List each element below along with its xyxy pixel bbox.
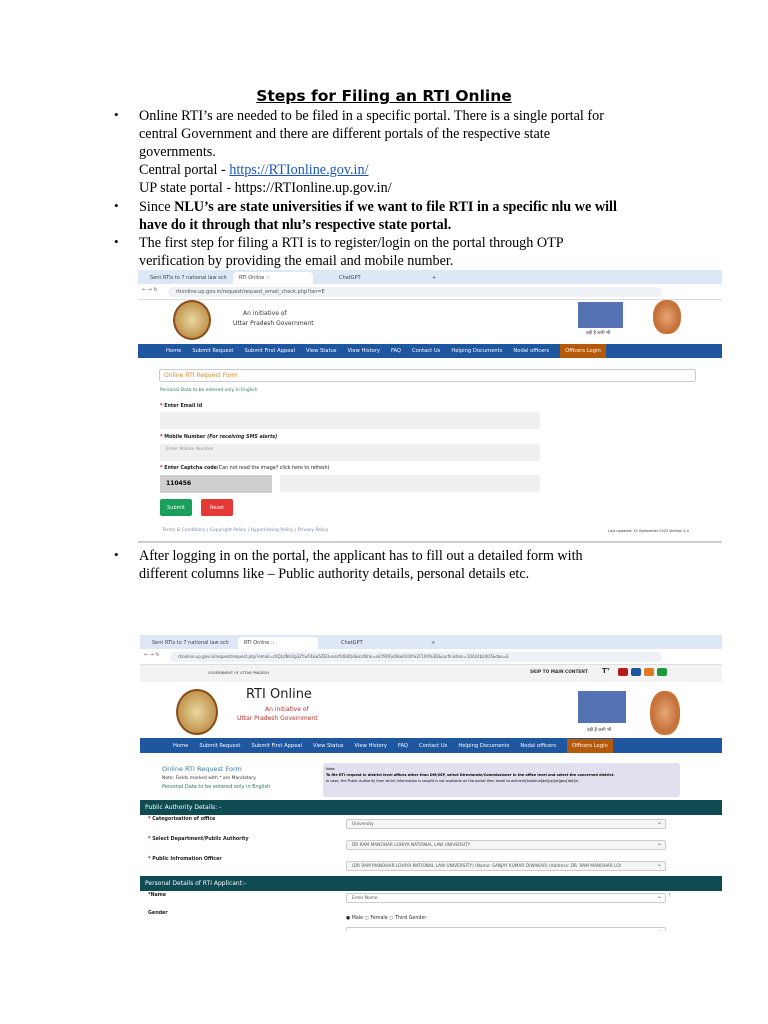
nav-first-appeal[interactable]: Submit First Appeal — [251, 742, 303, 749]
hindi-tagline: वही है कमी भी — [587, 728, 612, 733]
nav-arrows-icon[interactable]: ← → ↻ — [142, 287, 158, 293]
bold-text: NLU’s are state universities if we want to file RTI in a specific nlu we will — [174, 199, 617, 215]
note-line: To file RTI request in district level offices other than DM/SSP, select Directorate/Commissioner in the office level and select the concerned district. — [326, 773, 615, 777]
central-label: Central portal - — [139, 162, 230, 178]
nav-view-history[interactable]: View History — [354, 742, 387, 749]
form-title: Online RTI Request Form — [162, 765, 242, 773]
nav-view-status[interactable]: View Status — [313, 742, 344, 749]
nav-submit-request[interactable]: Submit Request — [199, 742, 241, 749]
gender-radio-group — [346, 916, 426, 921]
department-select[interactable]: DR RAM MANOHAR LOHIYA NATIONAL LAW UNIVERSITY ⌄ — [346, 840, 666, 850]
captcha-input[interactable] — [280, 475, 540, 492]
nav-officers-login[interactable]: Officers Login — [560, 344, 606, 358]
footer-links[interactable]: Terms & Conditions | Copyright Policy | Hyperlinking Policy | Privacy Policy — [162, 528, 329, 533]
cm-photo — [650, 691, 680, 735]
site-subtitle-2: Uttar Pradesh Government — [233, 320, 314, 327]
nav-faq[interactable]: FAQ — [397, 742, 408, 749]
tab[interactable]: ChatGPT — [341, 640, 363, 646]
radio-third-gender[interactable]: ○ Third Gender — [389, 916, 427, 921]
url-input[interactable]: rtionline.up.gov.in/request/request.php?email=cXQLUNU2g3ZYwT4kw5ZEOunssfU0i8Qd&lcofkhk=eiCf9OFyOKw6100%2F1X0%3D&surfinishon=10024b2d07&dao=E — [170, 652, 662, 662]
browser-tab-bar — [138, 270, 722, 284]
captcha-label: Enter Captcha code — [164, 466, 217, 471]
nav-home[interactable]: Home — [166, 348, 182, 354]
nav-view-history[interactable]: View History — [347, 348, 380, 354]
address-bar — [138, 284, 722, 300]
text-line: governments. — [139, 144, 216, 160]
nav-faq[interactable]: FAQ — [390, 348, 401, 354]
text-size-icon[interactable]: Tᵀ — [602, 667, 610, 675]
bullet-icon: • — [114, 198, 119, 213]
mobile-hint: (For receiving SMS alerts) — [207, 435, 278, 440]
rti-form-screenshot: Sent RTIs to 7 national law sch RTI Online :: ChatGPT + ← → ↻ rtionline.up.gov.in/request/request.php?email=cXQLUNU2g3ZYwT4kw5ZEOunssfU0i8Qd&lcofkhk=eiCf9OFyOKw6100%2F1X0%3D&surfinishon=10024b2d07&dao=E GOVERNMENT OF UTTAR PRADESH SKIP TO MAIN CONTENT Tᵀ RTI Online An initiative of Uttar Pradesh Government वही है कमी भी Home Submit Request Submit First Appeal View Status View History FAQ Contact Us Helping Documents Nodal officers Officers Login Online RTI Request Form Note: Fields marked with * are Mandatory. Personal Data to be entered only in English Note: To file RTI request in district level offices other than DM/SSP, select Directorate/Commissioner in the office level and select the concerned district. In case, the Public Authority from which information is sought is not available on the portal then email to onlinerti[helpline]dot]up[at]gov[dot]in . Public Authority Details: - * Categorisation of office University ⌄ * Select Department/Public Authority DR RAM MANOHAR LOHIYA NATIONAL LAW UNIVERSITY ⌄ * Public Infromation Officer (DR RAM MANOHAR LOHIYA NATIONAL LAW UNIVERSITY) (Name: SANJAY KUMAR DIWAKAR) (Address: DR. RAM MANOHAR LOI ⌄ Personal Details of RTI Applicant:- *Name Enter Name ⌄ ? Gender ● Male ○ Female ○ Third Gender ⌄ — [140, 635, 722, 931]
theme-color-button[interactable] — [618, 668, 628, 676]
department-label: Select Department/Public Authority — [152, 837, 249, 842]
section-public-authority: Public Authority Details: - — [140, 800, 722, 815]
text-line: verification by providing the email and mobile number. — [139, 253, 454, 269]
mobile-input[interactable]: Enter Mobile Number — [160, 444, 540, 461]
hindi-tagline: वही है कमी भी — [586, 331, 611, 336]
up-emblem-logo — [173, 300, 211, 340]
nav-home[interactable]: Home — [173, 742, 189, 749]
radio-female[interactable]: ○ Female — [364, 916, 388, 921]
nav-submit-request[interactable]: Submit Request — [192, 348, 234, 354]
nav-first-appeal[interactable]: Submit First Appeal — [244, 348, 296, 354]
new-tab-button[interactable]: + — [432, 275, 437, 281]
text-line: central Government and there are different portals of the respective state — [139, 126, 550, 142]
tab[interactable]: Sent RTIs to 7 national law sch — [152, 640, 229, 646]
reset-button[interactable]: Reset — [201, 499, 233, 516]
tab-active[interactable]: RTI Online :: — [233, 272, 313, 284]
url-input[interactable]: rtionline.up.gov.in/request/request_email_check.php?lan=E — [168, 287, 662, 297]
radio-male[interactable]: ● Male — [346, 916, 364, 921]
english-note: Personal Data to be entered only in English — [162, 784, 271, 790]
skip-link[interactable]: SKIP TO MAIN CONTENT — [530, 670, 588, 675]
name-label: *Name — [148, 893, 167, 898]
nav-nodal[interactable]: Nodal officers — [513, 348, 550, 354]
email-label: Enter Email Id — [164, 404, 203, 409]
text-line: The first step for filing a RTI is to register/login on the portal through OTP — [139, 235, 564, 251]
name-input[interactable]: Enter Name ⌄ — [346, 893, 666, 903]
text-line: different columns like – Public authority details, personal details etc. — [139, 566, 530, 582]
section-personal-details: Personal Details of RTI Applicant:- — [140, 876, 722, 891]
note-box — [323, 763, 680, 797]
note-heading: Note: — [326, 767, 336, 771]
page-title: Steps for Filing an RTI Online — [256, 87, 512, 105]
pio-select[interactable]: (DR RAM MANOHAR LOHIYA NATIONAL LAW UNIVERSITY) (Name: SANJAY KUMAR DIWAKAR) (Address: DR. RAM MANOHAR LOI ⌄ — [346, 861, 666, 871]
text-line: After logging in on the portal, the applicant has to fill out a detailed form with — [139, 548, 583, 564]
category-select[interactable]: University ⌄ — [346, 819, 666, 829]
bullet-icon: • — [114, 107, 119, 122]
cm-photo — [653, 300, 681, 334]
theme-color-button[interactable] — [644, 668, 654, 676]
help-icon[interactable]: ? — [668, 893, 671, 899]
up-emblem-logo — [176, 689, 218, 735]
captcha-refresh-link[interactable]: (Can not read the image? click here to refresh) — [216, 466, 330, 471]
nav-helping-docs[interactable]: Helping Documents — [451, 348, 503, 354]
central-portal-link[interactable]: https://RTIonline.gov.in/ — [229, 162, 369, 178]
divider — [138, 541, 722, 543]
bullet-icon: • — [114, 234, 119, 249]
rti-logo — [578, 691, 626, 723]
nav-view-status[interactable]: View Status — [306, 348, 337, 354]
site-subtitle: An initiative of — [243, 310, 287, 317]
site-subtitle-2: Uttar Pradesh Government — [237, 715, 318, 722]
captcha-image: 110456 — [160, 475, 272, 493]
nav-nodal[interactable]: Nodal officers — [520, 742, 557, 749]
mandatory-note: Note: Fields marked with * are Mandatory. — [162, 776, 257, 781]
note-line: In case, the Public Authority from which information is sought is not available on the portal then email to onlinerti[helpline]dot]up[at]gov[dot]in . — [326, 779, 581, 783]
next-input[interactable] — [346, 927, 666, 931]
main-nav — [138, 344, 722, 358]
tab-active[interactable]: RTI Online :: — [238, 637, 318, 649]
text: Since — [139, 199, 175, 215]
theme-color-button[interactable] — [631, 668, 641, 676]
bullet-icon: • — [114, 547, 119, 562]
submit-button[interactable]: Submit — [160, 499, 192, 516]
up-portal-line: UP state portal - https://RTIonline.up.gov.in/ — [139, 180, 392, 196]
rti-logo — [578, 302, 623, 328]
english-note: Personal Data to be entered only in English — [160, 388, 258, 393]
theme-color-button[interactable] — [657, 668, 667, 676]
central-portal-line — [139, 161, 369, 179]
form-title: Online RTI Request Form — [159, 369, 696, 382]
gender-label: Gender — [148, 911, 168, 916]
category-label: Categorisation of office — [152, 817, 216, 822]
email-input[interactable] — [160, 412, 540, 429]
site-subtitle: An initiative of — [265, 706, 309, 713]
text-line — [139, 198, 617, 216]
main-nav — [140, 738, 722, 753]
new-tab-button[interactable]: + — [431, 640, 436, 646]
tab[interactable]: Sent RTIs to 7 national law sch — [150, 275, 227, 281]
text-line: Online RTI’s are needed to be filed in a specific portal. There is a single portal for — [139, 108, 604, 124]
mobile-label: Mobile Number — [164, 435, 206, 440]
pio-label: Public Infromation Officer — [152, 857, 222, 862]
nav-contact[interactable]: Contact Us — [412, 348, 441, 354]
last-updated: Last updated: 15 September 2023 Version 4.0 — [608, 529, 689, 533]
tab[interactable]: ChatGPT — [339, 275, 361, 281]
gov-strip: GOVERNMENT OF UTTAR PRADESH — [208, 671, 270, 675]
nav-contact[interactable]: Contact Us — [419, 742, 448, 749]
address-bar — [140, 649, 722, 665]
site-title: RTI Online — [246, 687, 312, 702]
nav-helping-docs[interactable]: Helping Documents — [458, 742, 510, 749]
browser-tab-bar — [140, 635, 722, 649]
nav-officers-login[interactable]: Officers Login — [567, 739, 613, 753]
nav-arrows-icon[interactable]: ← → ↻ — [144, 652, 160, 658]
login-screenshot: Sent RTIs to 7 national law sch RTI Online :: ChatGPT + ← → ↻ rtionline.up.gov.in/request/request_email_check.php?lan=E An initiative of Uttar Pradesh Government वही है कमी भी Home Submit Request Submit First Appeal View Status View History FAQ Contact Us Helping Documents Nodal officers Officers Login Online RTI Request Form Personal Data to be entered only in English * Enter Email Id * Mobile Number (For receiving SMS alerts) Enter Mobile Number * Enter Captcha code(Can not read the image? click here to refresh) 110456 Submit Reset Terms & Conditions | Copyright Policy | Hyperlinking Policy | Privacy Policy Last updated: 15 September 2023 Version 4.0 — [138, 270, 722, 546]
bold-text: have do it through that nlu’s respective state portal. — [139, 217, 452, 233]
theme-color-swatches — [618, 668, 667, 676]
